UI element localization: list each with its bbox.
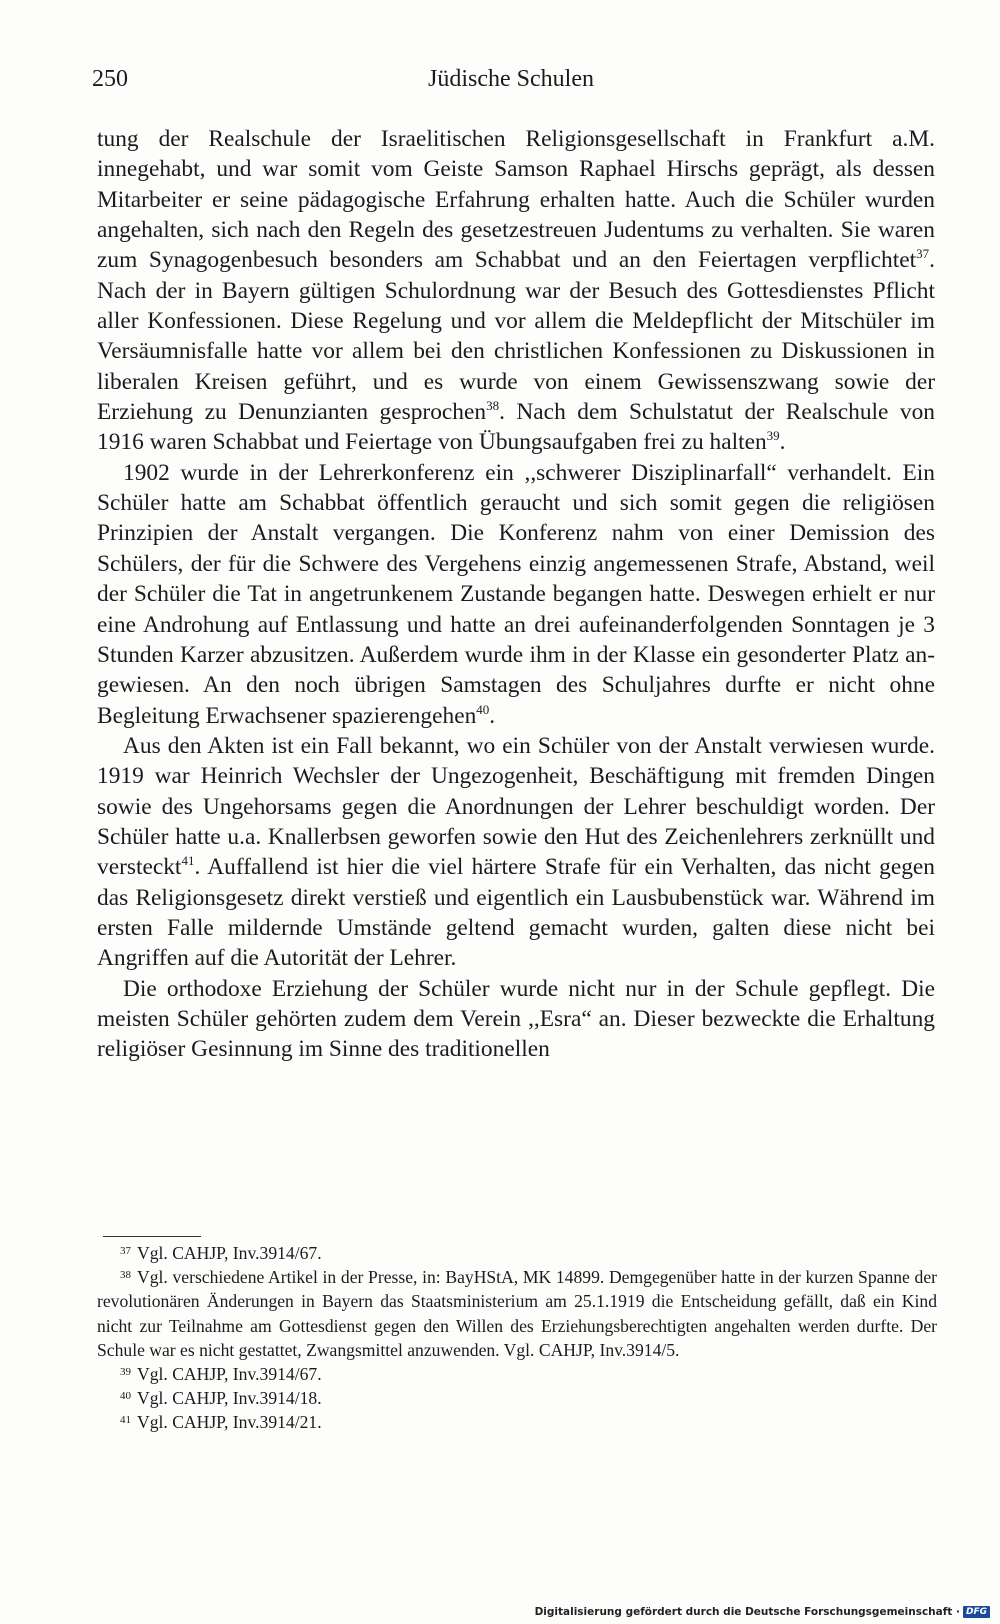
running-title: Jüdische Schulen bbox=[428, 66, 594, 92]
paragraph-text: . bbox=[489, 702, 496, 729]
paragraph-text: Die orthodoxe Erziehung der Schüler wurde nicht nur in der Schule gepflegt. Die meisten Schüler gehörten zudem dem Verein ,,Esra“ an. Dieser bezweckte die Erhaltung religiöser Gesinnung im Sinne des traditionellen bbox=[97, 975, 935, 1063]
footnote-text: Vgl. CAHJP, Inv.3914/18. bbox=[137, 1388, 322, 1409]
footnotes bbox=[97, 1241, 937, 1435]
running-head bbox=[92, 66, 932, 96]
body-text bbox=[97, 124, 935, 1065]
footnote-text: Vgl. CAHJP, Inv.3914/67. bbox=[137, 1243, 322, 1263]
footnote-37 bbox=[97, 1241, 937, 1265]
paragraph-text: Aus den Akten ist ein Fall bekannt, wo ein Schüler von der Anstalt verwiesen wurde. 1919 war Heinrich Wechsler der Ungezogenheit, Beschäftigung mit fremden Dingen sowie des Ungehorsams gegen die Anordnungen der Lehrer beschuldigt worden. Der Schüler hatte u.a. Knallerbsen geworfen sowie den Hut des Zeichenlehrers zerknüllt und versteckt bbox=[97, 732, 935, 881]
footnote-ref: 40 bbox=[476, 701, 490, 717]
footnote-ref: 41 bbox=[181, 853, 195, 869]
footnote-text: Vgl. verschiedene Artikel in der Presse, in: BayHStA, MK 14899. Demgegenüber hatte in der kurzen Spanne der revolutionären Änderungen in Bayern das Staatsministerium am 25.1.1919 die Entscheidung gefällt, daß ein Kind nicht zur Teilnahme am Gottesdienst gegen den Willen des Erziehungsberechtigten angehalten werden durfte. Der Schule war es nicht gestattet, Zwangsmittel anzuwenden. Vgl. CAHJP, Inv.3914/5. bbox=[97, 1267, 937, 1360]
footnote-number: 41 bbox=[120, 1414, 131, 1427]
credit-text: Digitalisierung gefördert durch die Deutsche Forschungsgemeinschaft · bbox=[534, 1606, 960, 1618]
footnote-number: 40 bbox=[120, 1390, 131, 1403]
footnote-38 bbox=[97, 1265, 937, 1362]
paragraph-text: . Nach dem Schulstatut der Realschule von 1916 waren Schabbat und Feiertage von Übungsaufgaben frei zu halten bbox=[97, 399, 935, 456]
paragraph-text: tung der Realschule der Israelitischen Religionsgesellschaft in Frankfurt a.M. innegehabt, und war somit vom Geiste Samson Raphael Hirschs geprägt, als dessen Mitarbeiter er seine pädagogische Erfahrung erhalten hatte. Auch die Schüler wurden angehalten, sich nach den Regeln des gesetzestreuen Judentums zu verhalten. Sie waren zum Synagogenbesuch besonders am Schabbat und an den Feiertagen verpflichtet bbox=[97, 126, 935, 274]
paragraph-2 bbox=[97, 458, 935, 731]
footnote-ref: 38 bbox=[486, 398, 500, 414]
footnote-number: 38 bbox=[120, 1269, 131, 1282]
paragraph-3 bbox=[97, 731, 935, 974]
digitization-credit bbox=[535, 1604, 990, 1620]
footnote-divider bbox=[103, 1236, 201, 1237]
footnote-40 bbox=[97, 1386, 937, 1410]
dfg-logo: DFG bbox=[963, 1606, 990, 1618]
paragraph-text: . bbox=[779, 429, 786, 456]
paragraph-text: . Auffallend ist hier die viel härtere Strafe für ein Verhalten, das nicht gegen das Religionsgesetz direkt verstieß und eigentlich ein Lausbubenstück war. Während im ersten Falle mildernde Umstände geltend gemacht wurden, galten diese nicht bei Angriffen auf die Autorität der Lehrer. bbox=[97, 854, 935, 972]
footnote-text: Vgl. CAHJP, Inv.3914/21. bbox=[137, 1412, 322, 1433]
paragraph-text: 1902 wurde in der Lehrerkonferenz ein ,,schwerer Disziplinarfall“ verhandelt. Ein Schüler hatte am Schabbat öffentlich geraucht und sich somit gegen die religiösen Prinzipien der Anstalt vergangen. Die Konferenz nahm von einer Demission des Schülers, der für die Schwere des Vergehens einzig angemessenen Strafe, Abstand, weil der Schüler die Tat in angetrunkenem Zustande begangen hatte. Deswegen erhielt er nur eine Androhung auf Entlassung und hatte an drei aufeinanderfolgenden Sonntagen je 3 Stunden Karzer abzusitzen. Außerdem wurde ihm in der Klasse ein gesonderter Platz angewiesen. An den noch übrigen Samstagen des Schuljahres durfte er nicht ohne Begleitung Erwachsener spazierengehen bbox=[97, 459, 935, 729]
footnote-39 bbox=[97, 1362, 937, 1386]
footnote-text: Vgl. CAHJP, Inv.3914/67. bbox=[137, 1364, 322, 1385]
page-number: 250 bbox=[92, 66, 128, 92]
paragraph-text: . Nach der in Bayern gültigen Schulordnung war der Besuch des Gottesdienstes Pflicht aller Konfessionen. Diese Regelung und vor allem die Meldepflicht der Mitschüler im Versäumnisfalle hatte vor allem bei den christlichen Konfessionen zu Diskussionen in liberalen Kreisen geführt, und es wurde von einem Gewissenszwang sowie der Erziehung zu Denunzianten gesprochen bbox=[97, 247, 935, 426]
footnote-ref: 39 bbox=[766, 428, 780, 444]
paragraph-4 bbox=[97, 974, 935, 1065]
paragraph-1 bbox=[97, 124, 935, 458]
footnote-number: 39 bbox=[120, 1366, 131, 1379]
footnote-ref: 37 bbox=[916, 246, 930, 262]
footnote-41 bbox=[97, 1410, 937, 1434]
footnote-number: 37 bbox=[120, 1245, 131, 1257]
